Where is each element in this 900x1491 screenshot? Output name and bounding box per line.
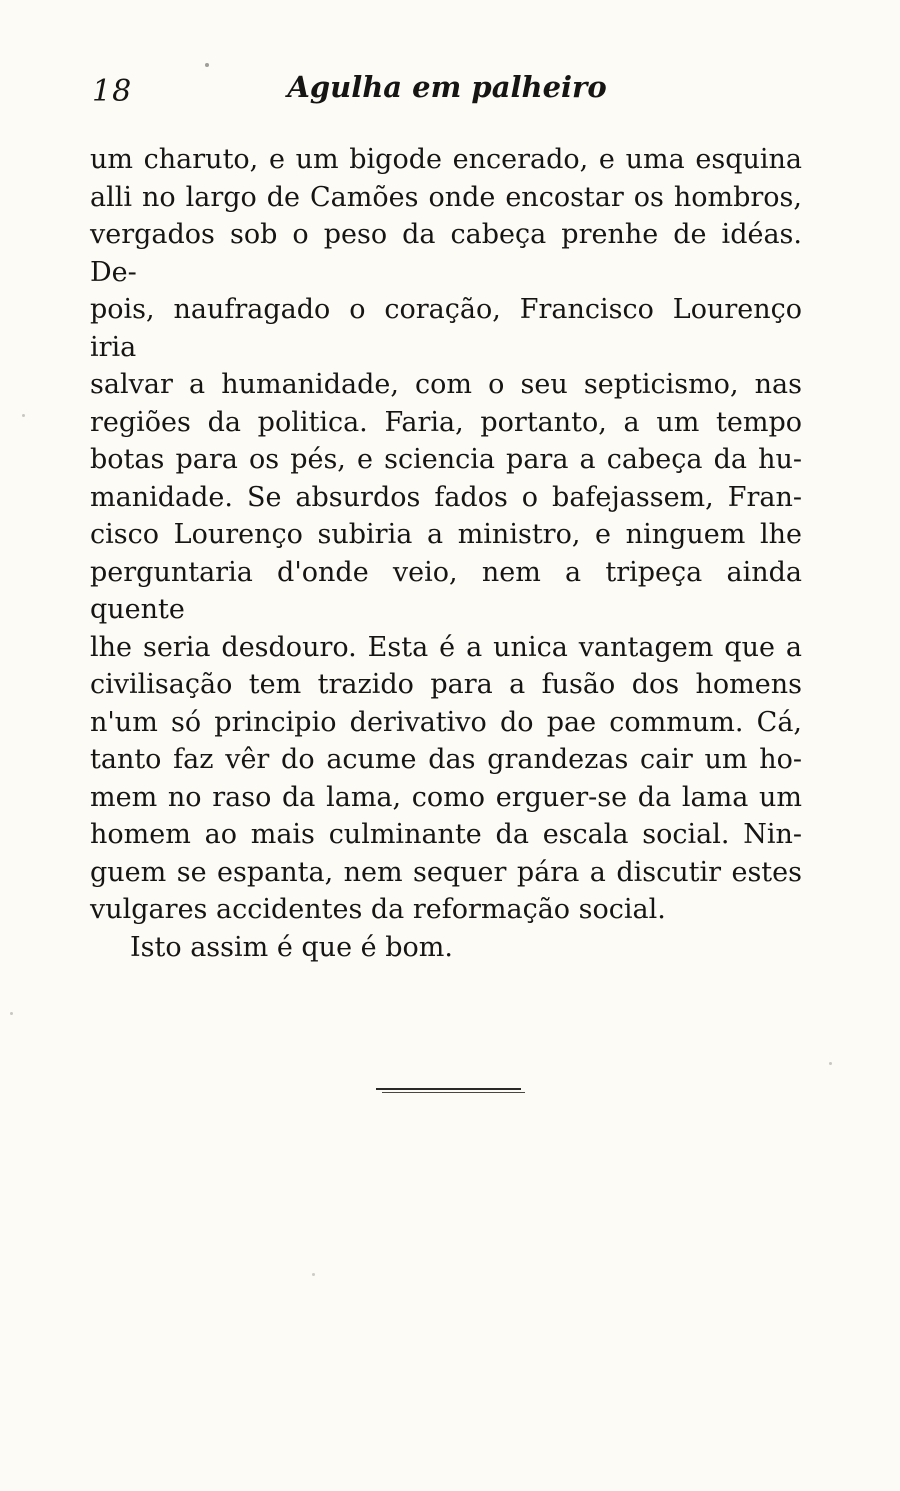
scan-speck xyxy=(10,1012,13,1015)
text-line: guem se espanta, nem sequer pára a discutir estes xyxy=(90,856,802,888)
body-text xyxy=(90,141,802,966)
text-line: um charuto, e um bigode encerado, e uma esquina xyxy=(90,144,802,175)
text-line: botas para os pés, e sciencia para a cabeça da hu- xyxy=(90,444,802,475)
scan-speck xyxy=(312,1273,315,1276)
text-line: regiões da politica. Faria, portanto, a um tempo xyxy=(90,406,802,438)
scan-speck xyxy=(829,1062,832,1065)
paragraph: Isto assim é que é bom. xyxy=(130,931,453,963)
text-line: vulgares accidentes da reformação social. xyxy=(90,894,666,925)
text-line: pois, naufragado o coração, Francisco Lourenço iria xyxy=(90,294,802,363)
text-line: perguntaria d'onde veio, nem a tripeça ainda quente xyxy=(90,556,802,625)
text-line: n'um só principio derivativo do pae commum. Cá, xyxy=(90,706,802,738)
text-line: alli no largo de Camões onde encostar os hombros, xyxy=(90,181,802,213)
page-number: 18 xyxy=(92,74,133,109)
section-divider xyxy=(376,1088,522,1094)
scan-speck xyxy=(205,63,209,67)
text-line: lhe seria desdouro. Esta é a unica vantagem que a xyxy=(90,631,802,663)
scan-speck xyxy=(22,414,25,417)
text-line: vergados sob o peso da cabeça prenhe de idéas. De- xyxy=(90,219,802,288)
text-line: manidade. Se absurdos fados o bafejassem, Fran- xyxy=(90,481,802,513)
divider-rule-top xyxy=(376,1088,521,1090)
divider-rule-bottom xyxy=(382,1092,525,1093)
text-line: cisco Lourenço subiria a ministro, e ninguem lhe xyxy=(90,519,802,550)
text-line: tanto faz vêr do acume das grandezas cair um ho- xyxy=(90,744,802,775)
text-line: salvar a humanidade, com o seu septicismo, nas xyxy=(90,369,802,400)
text-line: civilisação tem trazido para a fusão dos homens xyxy=(90,669,802,700)
text-line: homem ao mais culminante da escala social. Nin- xyxy=(90,819,802,850)
text-line: mem no raso da lama, como erguer-se da lama um xyxy=(90,781,802,813)
page-header xyxy=(90,70,804,112)
running-title: Agulha em palheiro xyxy=(287,70,607,104)
